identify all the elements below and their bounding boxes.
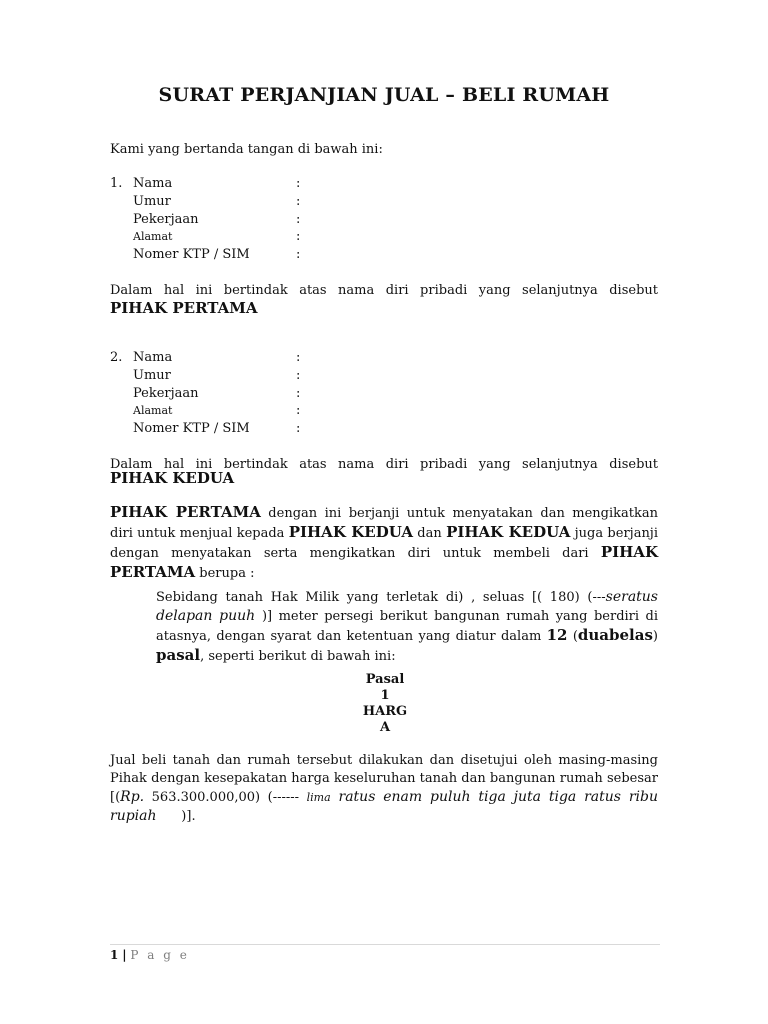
party1-name-label: Nama [133, 176, 173, 191]
intro-text: Kami yang bertanda tangan di bawah ini: [110, 142, 383, 157]
party2-job-label: Pekerjaan [133, 386, 199, 401]
agreement-party-first-2: PIHAK PERTAMA [110, 543, 658, 581]
pasal-heading-line-3: HARG [362, 704, 408, 719]
agreement-party-second: PIHAK KEDUA [288, 523, 413, 541]
party1-address-colon: : [296, 229, 301, 244]
party1-age-label: Umur [133, 194, 171, 209]
price-amount: 563.300.000,00) (------ [144, 790, 307, 805]
agreement-party-second-2: PIHAK KEDUA [446, 523, 571, 541]
party2-statement: Dalam hal ini bertindak atas nama diri pribadi yang selanjutnya disebut [110, 457, 658, 472]
price-tail: )]. [156, 809, 196, 824]
pasal-heading-line-4: A [379, 720, 391, 735]
agreement-text-3: juga berjanji dengan menyatakan serta mengikatkan diri untuk membeli dari [110, 526, 658, 561]
party2-id-colon: : [296, 421, 301, 436]
page-footer [110, 947, 189, 963]
party1-job-colon: : [296, 212, 301, 227]
footer-divider [110, 944, 660, 945]
party1-job-label: Pekerjaan [133, 212, 199, 227]
party2-number: 2. [110, 350, 123, 365]
party1-name-colon: : [296, 176, 301, 191]
agreement-party-first: PIHAK PERTAMA [110, 503, 261, 521]
object-text-5: , seperti berikut di bawah ini: [200, 649, 396, 664]
pasal-heading-line-2: 1 [380, 688, 390, 703]
object-text-1: Sebidang tanah Hak Milik yang terletak di) , seluas [( 180) (--- [156, 590, 606, 605]
footer-page-number: 1 [110, 948, 119, 962]
agreement-text-4: berupa : [195, 566, 255, 581]
object-pasal-count: 12 [546, 626, 568, 644]
price-paragraph [110, 752, 658, 826]
price-words-lima: lima [306, 791, 331, 804]
pasal-heading [320, 672, 450, 736]
object-paragraph [156, 588, 658, 666]
party1-number: 1. [110, 176, 123, 191]
footer-separator: | [122, 948, 127, 962]
object-text-3: ( [567, 629, 578, 644]
agreement-text-1: dengan ini berjanji untuk menyatakan dan mengikatkan diri untuk menjual kepada [110, 506, 658, 541]
party1-id-colon: : [296, 247, 301, 262]
party2-job-colon: : [296, 386, 301, 401]
party1-statement: Dalam hal ini bertindak atas nama diri pribadi yang selanjutnya disebut [110, 283, 658, 298]
object-pasal-word: pasal [156, 646, 201, 664]
price-currency: Rp. [120, 789, 145, 805]
footer-page-label: P a g e [130, 948, 190, 962]
party2-name-colon: : [296, 350, 301, 365]
party2-designation: PIHAK KEDUA [110, 469, 235, 487]
party2-age-colon: : [296, 368, 301, 383]
party2-address-colon: : [296, 403, 301, 418]
document-title: SURAT PERJANJIAN JUAL – BELI RUMAH [158, 84, 610, 106]
price-amount-words: ratus enam puluh tiga juta tiga ratus ribu rupiah [110, 789, 658, 824]
object-text-4: ) [652, 629, 658, 644]
agreement-paragraph [110, 503, 658, 583]
party2-age-label: Umur [133, 368, 171, 383]
party2-name-label: Nama [133, 350, 173, 365]
object-area-words: seratus delapan puuh [156, 589, 658, 624]
party1-address-label: Alamat [133, 230, 173, 243]
object-text-2: )] meter persegi berikut bangunan rumah yang berdiri di atasnya, dengan syarat dan ketentuan yang diatur dalam [156, 609, 658, 644]
pasal-heading-line-1: Pasal [365, 672, 405, 687]
price-text-1: Jual beli tanah dan rumah tersebut dilakukan dan disetujui oleh masing-masing Pihak dengan kesepakatan harga keseluruhan tanah dan bangunan rumah sebesar [( [110, 753, 658, 805]
party2-address-label: Alamat [133, 404, 173, 417]
agreement-text-2: dan [413, 526, 447, 541]
party2-id-label: Nomer KTP / SIM [133, 421, 250, 436]
party1-age-colon: : [296, 194, 301, 209]
party1-id-label: Nomer KTP / SIM [133, 247, 250, 262]
object-pasal-count-words: duabelas [577, 626, 653, 644]
party1-designation: PIHAK PERTAMA [110, 299, 258, 317]
